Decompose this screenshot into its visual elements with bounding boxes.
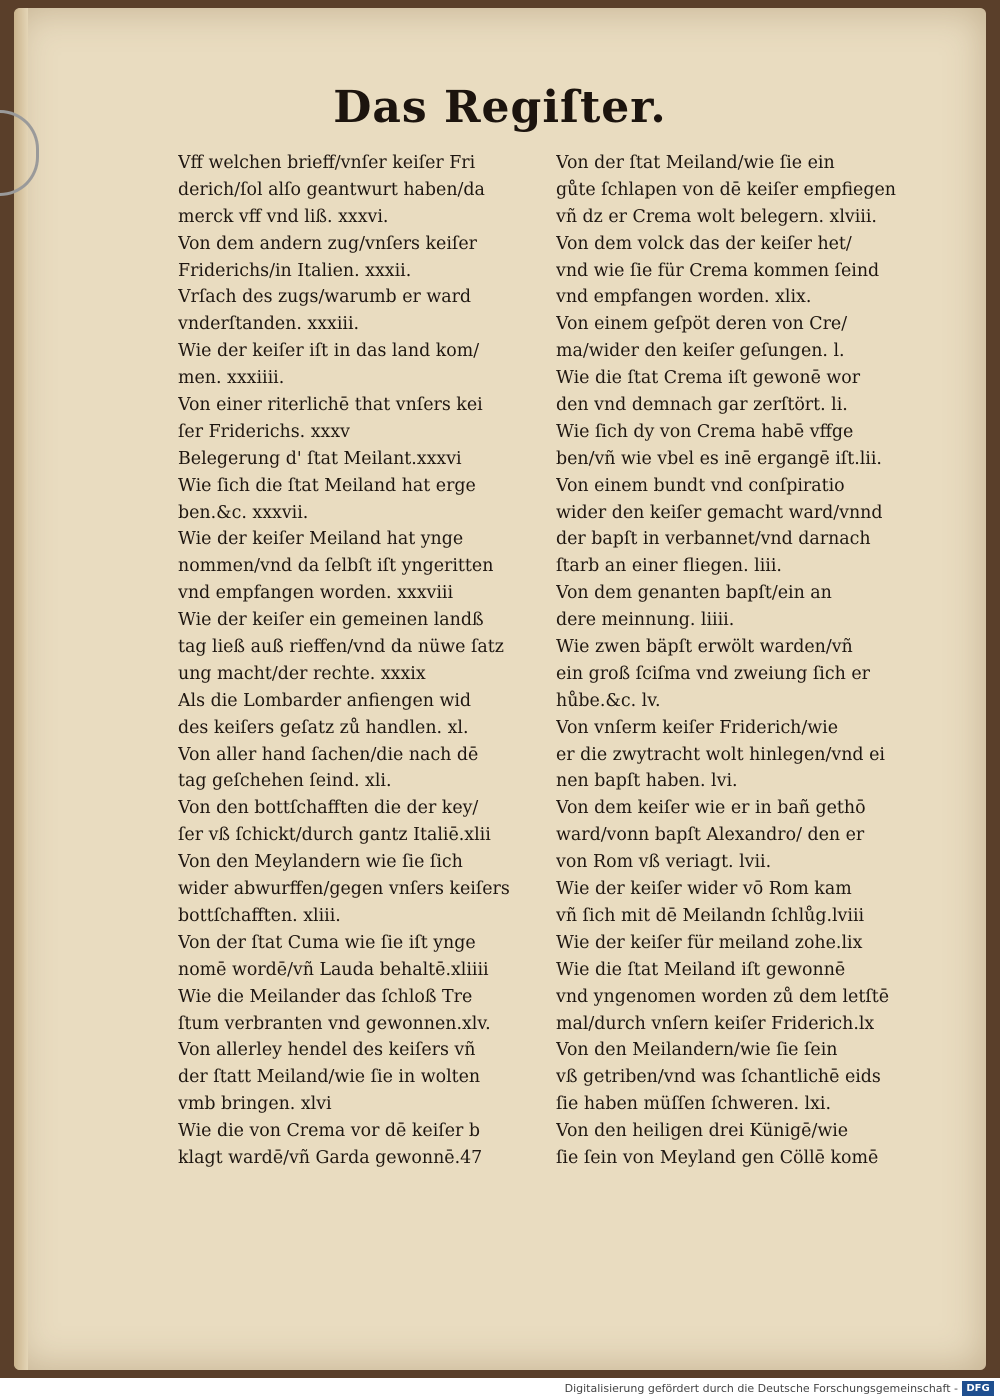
right-column-line: vñ ſich mit dē Meilandn ſchlůg.lviii (556, 905, 865, 926)
left-column-line: Von den bottſchafften die der key/ (178, 798, 479, 819)
left-column-line: Friderichs/in Italien. xxxii. (178, 260, 412, 281)
right-column-line: Von einem bundt vnd conſpiratio (556, 475, 845, 496)
left-column-line: Von dem andern zug/vnſers keiſer (178, 233, 477, 254)
right-column-line: Wie ſich dy von Crema habē vffge (556, 421, 854, 442)
left-column-line: Als die Lombarder anfiengen wid (178, 690, 472, 711)
left-column-line: Vff welchen brieff/vnſer keiſer Fri (178, 153, 476, 173)
right-column-line: ma/wider den keiſer geſungen. l. (556, 341, 845, 362)
right-column-line: vnd empfangen worden. xlix. (556, 287, 812, 308)
left-column-line: Wie ſich die ſtat Meiland hat erge (178, 475, 476, 496)
right-column-line: von Rom vß veriagt. lvii. (556, 852, 772, 873)
right-column-line: ſie ſein von Meyland gen Cöllē komē (556, 1147, 879, 1168)
right-column-line: hůbe.&c. lv. (556, 690, 661, 711)
right-column-line: Wie die ſtat Meiland iſt gewonnē (556, 959, 846, 980)
left-column-line: vnd empfangen worden. xxxviii (178, 583, 454, 604)
right-column-line: vß getriben/vnd was ſchantlichē eids (556, 1067, 881, 1088)
left-column-line: tag geſchehen ſeind. xli. (178, 771, 392, 792)
right-column-line: den vnd demnach gar zerſtört. li. (556, 395, 848, 416)
left-column-line: Wie die von Crema vor dē keiſer b (178, 1121, 480, 1142)
right-column-line: Von vnſerm keiſer Friderich/wie (556, 717, 838, 738)
left-column-line: ſer vß ſchickt/durch gantz Italiē.xlii (178, 825, 491, 846)
left-column-line: vmb bringen. xlvi (178, 1094, 332, 1115)
right-column (556, 150, 901, 1172)
right-column-line: Wie der keiſer wider vō Rom kam (556, 879, 852, 900)
left-column-line: ung macht/der rechte. xxxix (178, 663, 426, 684)
page-edge (14, 8, 28, 1370)
page-title: Das Regiſter. (333, 82, 667, 133)
right-column-line: Wie der keiſer für meiland zohe.lix (556, 932, 863, 953)
footer-bar (0, 1378, 1000, 1400)
right-column-line: Von den heiligen drei Künigē/wie (556, 1121, 849, 1142)
left-column-line: nommen/vnd da ſelbſt iſt yngeritten (178, 556, 494, 577)
left-column-line: ſer Friderichs. xxxv (178, 421, 350, 442)
left-column-line: tag ließ auß rieffen/vnd da nüwe ſatz (178, 637, 504, 658)
right-column-line: wider den keiſer gemacht ward/vnnd (556, 502, 883, 523)
right-column-line: vnd yngenomen worden zů dem letſtē (556, 986, 890, 1007)
right-column-line: Von der ſtat Meiland/wie ſie ein (556, 153, 835, 173)
left-column-line: vnderſtanden. xxxiii. (178, 314, 360, 335)
funding-notice: Digitalisierung gefördert durch die Deutsche Forschungsgemeinschaft - (564, 1382, 958, 1395)
right-column-line: vñ dz er Crema wolt belegern. xlviii. (556, 206, 877, 227)
right-column-line: vnd wie ſie für Crema kommen ſeind (556, 260, 880, 281)
left-column-line: Wie die Meilander das ſchloß Tre (178, 986, 473, 1007)
left-column-line: Von aller hand ſachen/die nach dē (178, 744, 479, 765)
left-column-line: Wie der keiſer iſt in das land kom/ (178, 341, 480, 362)
right-column-line: nen bapſt haben. lvi. (556, 771, 738, 792)
right-column-line: ein groß ſciſma vnd zweiung ſich er (556, 663, 870, 684)
left-column (178, 150, 523, 1172)
left-column-line: Von einer riterlichē that vnſers kei (178, 395, 483, 416)
left-column-line: Belegerung d' ſtat Meilant.xxxvi (178, 448, 462, 469)
right-column-line: Wie die ſtat Crema iſt gewonē wor (556, 368, 861, 389)
left-column-line: Von der ſtat Cuma wie ſie iſt ynge (178, 932, 476, 953)
left-column-line: derich/ſol alſo geantwurt haben/da (178, 179, 485, 200)
left-column-line: merck vff vnd liß. xxxvi. (178, 206, 389, 227)
left-column-line: Vrſach des zugs/warumb er ward (178, 287, 472, 308)
left-column-line: ben.&c. xxxvii. (178, 502, 309, 523)
right-column-line: Von einem geſpöt deren von Cre/ (556, 314, 848, 335)
right-column-line: ſie haben müſſen ſchweren. lxi. (556, 1094, 831, 1115)
right-column-line: ben/vñ wie vbel es inē ergangē iſt.lii. (556, 448, 882, 469)
left-column-line: Von den Meylandern wie ſie ſich (178, 852, 463, 873)
right-column-line: Wie zwen bäpſt erwölt warden/vñ (556, 637, 853, 658)
right-column-line: ward/vonn bapſt Alexandro/ den er (556, 825, 865, 846)
right-column-line: Von dem volck das der keiſer het/ (556, 233, 852, 254)
left-column-line: men. xxxiiii. (178, 368, 285, 389)
right-column-line: ſtarb an einer fliegen. liii. (556, 556, 782, 577)
left-column-line: Wie der keiſer Meiland hat ynge (178, 529, 464, 550)
left-column-line: ſtum verbranten vnd gewonnen.xlv. (178, 1013, 491, 1034)
left-column-line: nomē wordē/vñ Lauda behaltē.xliiii (178, 959, 489, 980)
left-column-line: klagt wardē/vñ Garda gewonnē.47 (178, 1147, 483, 1168)
left-column-line: wider abwurffen/gegen vnſers keiſers (178, 879, 510, 900)
dfg-logo[interactable]: DFG (962, 1381, 994, 1396)
left-column-line: Von allerley hendel des keiſers vñ (178, 1040, 476, 1061)
right-column-line: der bapſt in verbannet/vnd darnach (556, 529, 871, 550)
left-column-line: Wie der keiſer ein gemeinen landß (178, 610, 484, 631)
right-column-line: Von dem keiſer wie er in bañ gethō (556, 798, 866, 819)
right-column-line: Von den Meilandern/wie ſie ſein (556, 1040, 838, 1061)
right-column-line: er die zwytracht wolt hinlegen/vnd ei (556, 744, 885, 765)
left-column-line: des keiſers geſatz zů handlen. xl. (178, 717, 469, 738)
right-column-line: mal/durch vnſern keiſer Friderich.lx (556, 1013, 875, 1034)
right-column-line: Von dem genanten bapſt/ein an (556, 583, 832, 604)
right-column-line: gůte ſchlapen von dē keiſer empfiegen (556, 179, 896, 200)
left-column-line: bottſchafften. xliii. (178, 905, 341, 926)
left-column-line: der ſtatt Meiland/wie ſie in wolten (178, 1067, 481, 1088)
right-column-line: dere meinnung. liiii. (556, 610, 735, 631)
